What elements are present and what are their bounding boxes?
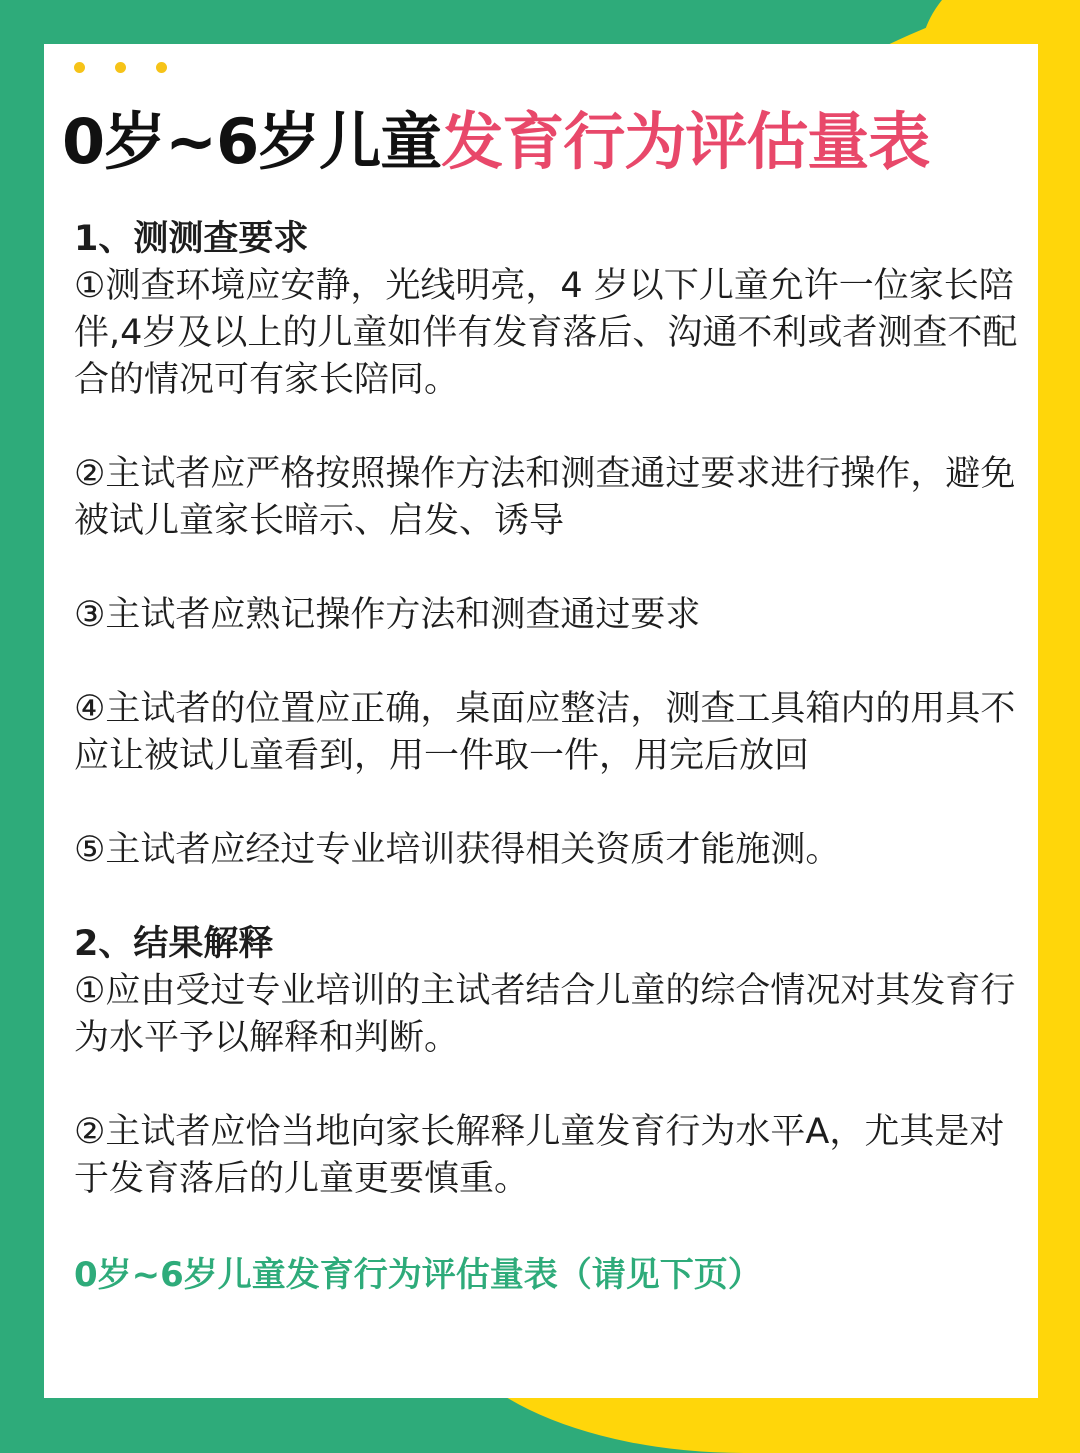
section1-item-5: ⑤主试者应经过专业培训获得相关资质才能施测。 (74, 830, 841, 870)
content-card (44, 44, 1038, 1398)
section2-item-1: ①应由受过专业培训的主试者结合儿童的综合情况对其发育行为水平予以解释和判断。 (74, 971, 1016, 1058)
article-body (74, 216, 1024, 1203)
dot-icon (74, 62, 85, 73)
footer-note: 0岁~6岁儿童发育行为评估量表（请见下页） (74, 1255, 762, 1295)
section1-item-3: ③主试者应熟记操作方法和测查通过要求 (74, 595, 701, 635)
section1-item-4: ④主试者的位置应正确，桌面应整洁，测查工具箱内的用具不应让被试儿童看到，用一件取一件，用完后放回 (74, 689, 1016, 776)
title-part-red: 发育行为评估量表 (441, 105, 930, 178)
section2-item-2: ②主试者应恰当地向家长解释儿童发育行为水平A，尤其是对于发育落后的儿童更要慎重。 (74, 1112, 1005, 1199)
page-title (62, 102, 1032, 182)
dot-icon (156, 62, 167, 73)
section2-heading: 2、结果解释 (74, 924, 274, 964)
decorative-dots (74, 62, 167, 73)
section1-item-1: ①测查环境应安静，光线明亮，4 岁以下儿童允许一位家长陪伴,4岁及以上的儿童如伴有发育落后、沟通不利或者测查不配合的情况可有家长陪同。 (74, 266, 1018, 400)
section1-heading: 1、测测查要求 (74, 219, 309, 259)
dot-icon (115, 62, 126, 73)
section1-item-2: ②主试者应严格按照操作方法和测查通过要求进行操作，避免被试儿童家长暗示、启发、诱导 (74, 454, 1016, 541)
title-part-black: 0岁~6岁儿童 (62, 105, 442, 178)
